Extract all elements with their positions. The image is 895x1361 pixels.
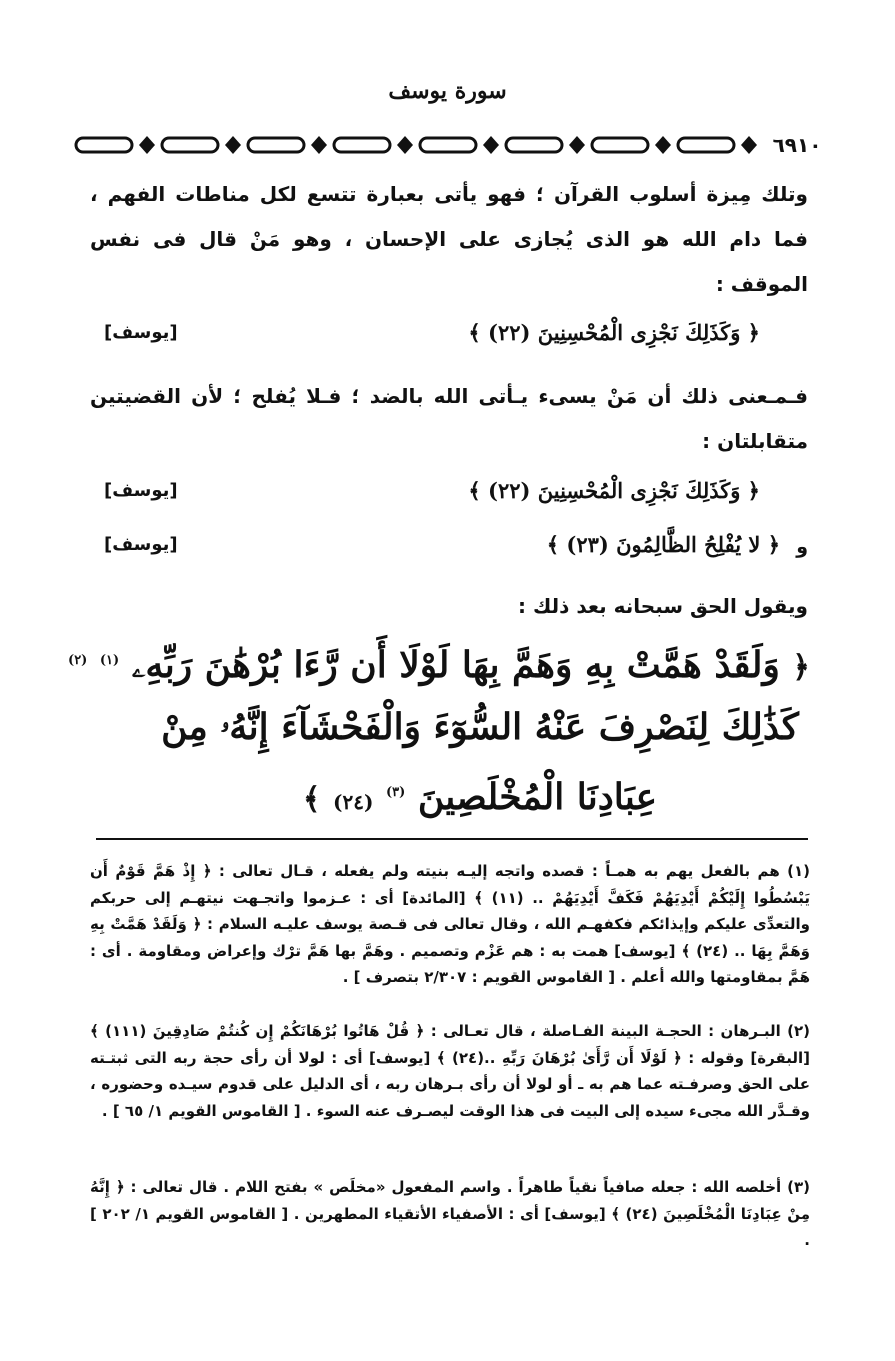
ornament-chain-border xyxy=(72,130,762,160)
quran-quote-2 xyxy=(90,478,808,518)
verse-source: [يوسف] xyxy=(104,480,178,501)
page-number: ٦٩١٠ xyxy=(772,133,822,157)
conjunction: و xyxy=(796,536,808,558)
quran-quote-3 xyxy=(90,532,808,572)
footnote-2: (٢) البـرهان : الحجـة البينة الفـاصلة ، قال تعـالى : ﴿ قُلْ هَاتُوا بُرْهَانَكُمْ إِن كُنتُمْ صَادِقِينَ (١١١) ﴾ [البقرة] وقوله : ﴿ لَوْلَا أَن رَّأَىٰ بُرْهَانَ رَبِّهِ ..(٢٤) ﴾ [يوسف] أى : لولا أن رأى حجة ربه التى ثبتـته على الحق وصرفـته عما هم به ـ أو لولا أن رأى بـرهان ربه ، أى الدليل على قدوم سيـده وحضوره ، وقـدَّر الله مجىء سيده إلى البيت فى هذا الوقت ليصـرف عنه السوء . [ القاموس القويم ١/ ٦٥ ] . xyxy=(90,1022,810,1120)
footnote-3: (٣) أخلصه الله : جعله صافياً نقياً طاهراً . واسم المفعول «مخلَص » بفتح اللام . قال تعالى : ﴿ إِنَّهُ مِنْ عِبَادِنَا الْمُخْلَصِينَ (٢٤) ﴾ [يوسف] أى : الأصفياء الأتقياء المطهرين . [ القاموس القويم ١/ ٢٠٢ ] . xyxy=(90,1178,810,1249)
verse-line-text: كَذَٰلِكَ لِنَصْرِفَ عَنْهُ السُّوٓءَ وَالْفَحْشَآءَ إِنَّهُۥ مِنْ xyxy=(161,706,799,748)
verse-text: ﴿ وَكَذَلِكَ نَجْزِى الْمُحْسِنِينَ (٢٢) ﴾ xyxy=(468,478,760,503)
verse-text: ﴿ وَكَذَلِكَ نَجْزِى الْمُحْسِنِينَ (٢٢) ﴾ xyxy=(468,320,760,345)
surah-title: سورة يوسف xyxy=(388,78,507,104)
footnote-1: (١) هم بالفعل يهم به همـاً : قصده واتجه إليـه بنيته ولم يفعله ، قـال تعالى : ﴿ إِذْ هَمَّ قَوْمٌ أَن يَبْسُطُوا إِلَيْكُمْ أَيْدِيَهُمْ فَكَفَّ أَيْدِيَهُمْ .. (١١) ﴾ [المائدة] أى : عـزموا واتجـهت نيتهـم إلى حربكم والتعدِّى عليكم وإيذائكم فكفهـم الله ، وقال تعالى فى قـصة يوسف عليـه السلام : ﴿ وَلَقَدْ هَمَّتْ بِهِ وَهَمَّ بِهَا .. (٢٤) ﴾ [يوسف] همت به : هم عَزْم وتصميم . وهَمَّ بها هَمَّ ترْك وإعراض ومقاومة . أى : هَمَّ بمقاومتها والله أعلم . [ القاموس القويم : ٢/٣٠٧ بتصرف ] . xyxy=(90,862,811,986)
footnote-marker-2: (٢) xyxy=(68,653,88,668)
footnote-divider xyxy=(96,838,808,840)
main-verse-line-3 xyxy=(150,760,810,835)
paragraph-3: ويقول الحق سبحانه بعد ذلك : xyxy=(518,594,808,618)
paragraph-2: فـمـعنى ذلك أن مَنْ يسىء يـأتى الله بالضد ؛ فـلا يُفلح ؛ لأن القضيتين متقابلتان : xyxy=(90,384,808,453)
paragraph-1: وتلك مِيزة أسلوب القرآن ؛ فهو يأتى بعبارة تتسع لكل مناطات الفهم ، فما دام الله هو الذى يُجازى على الإحسان ، وهو مَنْ قال فى نفس الموقف : xyxy=(90,182,808,296)
ayah-number: (٢٤) xyxy=(333,790,374,814)
verse-open-bracket: ﴿ xyxy=(792,650,810,685)
verse-line-text: وَلَقَدْ هَمَّتْ بِهِ وَهَمَّ بِهَا لَوْلَا أَن رَّءَا بُرْهَٰنَ رَبِّهِۦ xyxy=(131,644,780,686)
main-verse-line-1 xyxy=(68,628,810,701)
quran-quote-1 xyxy=(90,320,808,360)
footnote-marker-1: (١) xyxy=(99,653,120,668)
verse-close-bracket: ﴾ xyxy=(302,782,321,817)
footnote-marker-3: (٣) xyxy=(385,785,406,800)
verse-text: ﴿ لا يُفْلِحُ الظَّالِمُونَ (٢٣) ﴾ xyxy=(546,532,780,557)
main-verse-line-2 xyxy=(150,694,810,760)
verse-line-text: عِبَادِنَا الْمُخْلَصِينَ xyxy=(417,776,658,818)
verse-source: [يوسف] xyxy=(104,534,178,555)
verse-source: [يوسف] xyxy=(104,322,178,343)
